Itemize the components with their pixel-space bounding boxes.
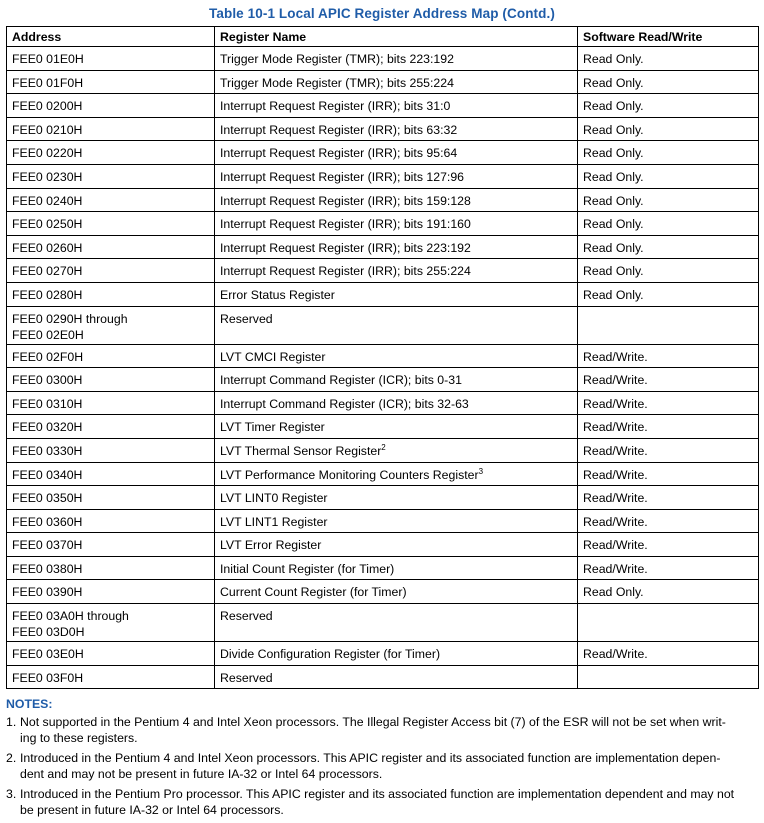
table-row — [7, 665, 759, 689]
register-name-text: Interrupt Request Register (IRR); bits 95:64 — [220, 146, 458, 161]
note-number: 2. — [6, 751, 17, 765]
note-item — [6, 714, 758, 746]
table-row — [7, 642, 759, 666]
cell-register-name — [215, 665, 578, 689]
cell-register-name — [215, 415, 578, 439]
address-text: FEE0 0340H — [12, 467, 83, 482]
table-row — [7, 117, 759, 141]
address-text: FEE0 0230H — [12, 169, 83, 184]
note-text: Introduced in the Pentium Pro processor. This APIC register and its associated function are implementation dependent and may not be present in future IA-32 or Intel 64 processors. — [20, 787, 735, 817]
cell-register-name — [215, 141, 578, 165]
cell-address — [7, 70, 215, 94]
address-text: FEE0 0240H — [12, 193, 83, 208]
cell-address — [7, 391, 215, 415]
column-header-address: Address — [7, 27, 215, 47]
table-row — [7, 580, 759, 604]
register-name-text: Trigger Mode Register (TMR); bits 223:192 — [220, 52, 454, 66]
cell-address — [7, 642, 215, 666]
cell-register-name — [215, 391, 578, 415]
cell-address — [7, 117, 215, 141]
cell-register-name — [215, 556, 578, 580]
cell-address — [7, 141, 215, 165]
cell-address — [7, 438, 215, 462]
address-text: FEE0 03A0H through — [12, 609, 129, 624]
cell-address — [7, 533, 215, 557]
address-text: FEE0 0380H — [12, 561, 83, 576]
address-text: FEE0 0270H — [12, 264, 83, 279]
address-text: FEE0 0360H — [12, 514, 83, 529]
cell-register-name — [215, 235, 578, 259]
notes-title: NOTES: — [6, 697, 53, 711]
register-name-text: Interrupt Command Register (ICR); bits 32-63 — [220, 396, 469, 411]
cell-software-read-write: Read Only. — [578, 117, 759, 141]
cell-address — [7, 580, 215, 604]
cell-address — [7, 415, 215, 439]
register-name-text: Trigger Mode Register (TMR); bits 255:224 — [220, 75, 454, 90]
cell-software-read-write: Read Only. — [578, 282, 759, 306]
register-name-text: Interrupt Request Register (IRR); bits 127:96 — [220, 169, 464, 184]
address-text: FEE0 03E0H — [12, 647, 84, 662]
address-text: FEE0 01E0H — [12, 52, 84, 66]
register-address-table — [6, 26, 759, 689]
register-name-text: LVT Timer Register — [220, 420, 325, 435]
address-text: FEE0 0200H — [12, 99, 83, 114]
table-row — [7, 141, 759, 165]
register-name-text: Divide Configuration Register (for Timer) — [220, 647, 441, 662]
cell-address — [7, 164, 215, 188]
note-item — [6, 750, 758, 782]
register-name-text: Interrupt Request Register (IRR); bits 191:160 — [220, 217, 471, 232]
address-text-line2: FEE0 03D0H — [12, 625, 85, 640]
cell-software-read-write: Read/Write. — [578, 642, 759, 666]
register-name-text: Reserved — [220, 670, 273, 685]
cell-software-read-write: Read Only. — [578, 212, 759, 236]
table-row — [7, 368, 759, 392]
cell-software-read-write: Read/Write. — [578, 391, 759, 415]
cell-software-read-write: Read/Write. — [578, 415, 759, 439]
cell-address — [7, 368, 215, 392]
cell-software-read-write: Read Only. — [578, 47, 759, 71]
cell-software-read-write: Read Only. — [578, 259, 759, 283]
cell-address — [7, 604, 215, 642]
table-row — [7, 94, 759, 118]
cell-address — [7, 306, 215, 344]
register-name-text: Initial Count Register (for Timer) — [220, 561, 395, 576]
column-header-register-name: Register Name — [215, 27, 578, 47]
table-row — [7, 604, 759, 642]
address-text: FEE0 0220H — [12, 146, 83, 161]
address-text: FEE0 01F0H — [12, 75, 84, 90]
address-text: FEE0 02F0H — [12, 349, 84, 364]
cell-software-read-write: Read Only. — [578, 235, 759, 259]
note-item — [6, 786, 758, 818]
note-text: Introduced in the Pentium 4 and Intel Xeon processors. This APIC register and its associated function are implementation depen- dent and may not be present in future IA-32 or Intel 64 processors. — [20, 751, 721, 781]
cell-software-read-write: Read Only. — [578, 580, 759, 604]
cell-software-read-write: Read/Write. — [578, 462, 759, 486]
address-text-line2: FEE0 02E0H — [12, 327, 84, 342]
cell-software-read-write — [578, 306, 759, 344]
cell-address — [7, 556, 215, 580]
table-row — [7, 391, 759, 415]
table-header-row — [7, 27, 759, 47]
table-row — [7, 556, 759, 580]
address-text: FEE0 0330H — [12, 443, 83, 458]
address-text: FEE0 0300H — [12, 373, 83, 388]
cell-address — [7, 259, 215, 283]
cell-software-read-write: Read/Write. — [578, 368, 759, 392]
notes-list — [6, 714, 758, 818]
address-text: FEE0 0250H — [12, 217, 83, 232]
table-row — [7, 282, 759, 306]
cell-software-read-write: Read/Write. — [578, 344, 759, 368]
cell-software-read-write: Read Only. — [578, 94, 759, 118]
cell-register-name — [215, 642, 578, 666]
cell-address — [7, 282, 215, 306]
cell-software-read-write: Read Only. — [578, 188, 759, 212]
cell-register-name — [215, 533, 578, 557]
table-row — [7, 415, 759, 439]
table-row — [7, 306, 759, 344]
table-row — [7, 438, 759, 462]
register-name-text: Interrupt Request Register (IRR); bits 31:0 — [220, 99, 451, 114]
footnote-reference: 3 — [478, 466, 484, 476]
cell-register-name — [215, 438, 578, 462]
register-name-text: Reserved — [220, 311, 273, 326]
register-name-text: Interrupt Request Register (IRR); bits 63:32 — [220, 122, 458, 137]
column-header-software-read-write: Software Read/Write — [578, 27, 759, 47]
cell-software-read-write — [578, 665, 759, 689]
register-name-text: Interrupt Command Register (ICR); bits 0-31 — [220, 373, 462, 388]
cell-register-name — [215, 462, 578, 486]
cell-register-name — [215, 580, 578, 604]
note-number: 1. — [6, 715, 17, 729]
cell-address — [7, 188, 215, 212]
address-text: FEE0 0350H — [12, 491, 83, 506]
cell-register-name — [215, 47, 578, 71]
cell-register-name — [215, 188, 578, 212]
cell-address — [7, 47, 215, 71]
register-name-text: LVT Performance Monitoring Counters Register — [220, 467, 479, 482]
address-text: FEE0 0260H — [12, 240, 83, 255]
cell-software-read-write: Read/Write. — [578, 533, 759, 557]
cell-register-name — [215, 259, 578, 283]
table-row — [7, 212, 759, 236]
table-row — [7, 235, 759, 259]
register-name-text: Error Status Register — [220, 287, 335, 302]
address-text: FEE0 0370H — [12, 538, 83, 553]
register-name-text: LVT Thermal Sensor Register — [220, 443, 382, 458]
address-text: FEE0 0320H — [12, 420, 83, 435]
cell-software-read-write — [578, 604, 759, 642]
cell-register-name — [215, 282, 578, 306]
cell-address — [7, 94, 215, 118]
table-body — [7, 47, 759, 689]
cell-software-read-write: Read Only. — [578, 70, 759, 94]
cell-software-read-write: Read/Write. — [578, 509, 759, 533]
table-row — [7, 344, 759, 368]
register-name-text: LVT LINT0 Register — [220, 491, 328, 506]
register-name-text: LVT LINT1 Register — [220, 514, 328, 529]
register-name-text: LVT Error Register — [220, 538, 322, 553]
cell-register-name — [215, 509, 578, 533]
cell-address — [7, 509, 215, 533]
register-name-text: Interrupt Request Register (IRR); bits 159:128 — [220, 193, 471, 208]
address-text: FEE0 03F0H — [12, 670, 84, 685]
notes-section — [6, 696, 758, 822]
address-text: FEE0 0390H — [12, 585, 83, 600]
cell-software-read-write: Read/Write. — [578, 556, 759, 580]
table-row — [7, 70, 759, 94]
cell-register-name — [215, 344, 578, 368]
cell-register-name — [215, 117, 578, 141]
cell-address — [7, 462, 215, 486]
footnote-reference: 2 — [381, 442, 386, 452]
table-row — [7, 486, 759, 510]
table-row — [7, 47, 759, 71]
register-name-text: Current Count Register (for Timer) — [220, 585, 407, 600]
table-row — [7, 259, 759, 283]
cell-software-read-write: Read Only. — [578, 141, 759, 165]
cell-address — [7, 212, 215, 236]
cell-address — [7, 665, 215, 689]
cell-register-name — [215, 306, 578, 344]
table-row — [7, 462, 759, 486]
cell-register-name — [215, 212, 578, 236]
cell-register-name — [215, 368, 578, 392]
register-name-text: Interrupt Request Register (IRR); bits 255:224 — [220, 264, 471, 279]
note-number: 3. — [6, 787, 17, 801]
cell-software-read-write: Read Only. — [578, 164, 759, 188]
cell-address — [7, 235, 215, 259]
cell-register-name — [215, 164, 578, 188]
address-text: FEE0 0280H — [12, 287, 83, 302]
table-row — [7, 164, 759, 188]
address-text: FEE0 0290H through — [12, 311, 128, 326]
cell-register-name — [215, 604, 578, 642]
cell-address — [7, 344, 215, 368]
cell-register-name — [215, 94, 578, 118]
table-row — [7, 533, 759, 557]
address-text: FEE0 0310H — [12, 396, 83, 411]
register-name-text: LVT CMCI Register — [220, 349, 326, 364]
cell-register-name — [215, 70, 578, 94]
address-text: FEE0 0210H — [12, 122, 83, 137]
cell-address — [7, 486, 215, 510]
register-name-text: Reserved — [220, 609, 273, 624]
table-caption: Table 10-1 Local APIC Register Address Map (Contd.) — [209, 6, 555, 21]
table-row — [7, 509, 759, 533]
cell-software-read-write: Read/Write. — [578, 486, 759, 510]
cell-register-name — [215, 486, 578, 510]
cell-software-read-write: Read/Write. — [578, 438, 759, 462]
note-text: Not supported in the Pentium 4 and Intel Xeon processors. The Illegal Register Access bit (7) of the ESR will not be set when writ- ing to these registers. — [20, 715, 726, 745]
table-row — [7, 188, 759, 212]
register-name-text: Interrupt Request Register (IRR); bits 223:192 — [220, 240, 471, 255]
